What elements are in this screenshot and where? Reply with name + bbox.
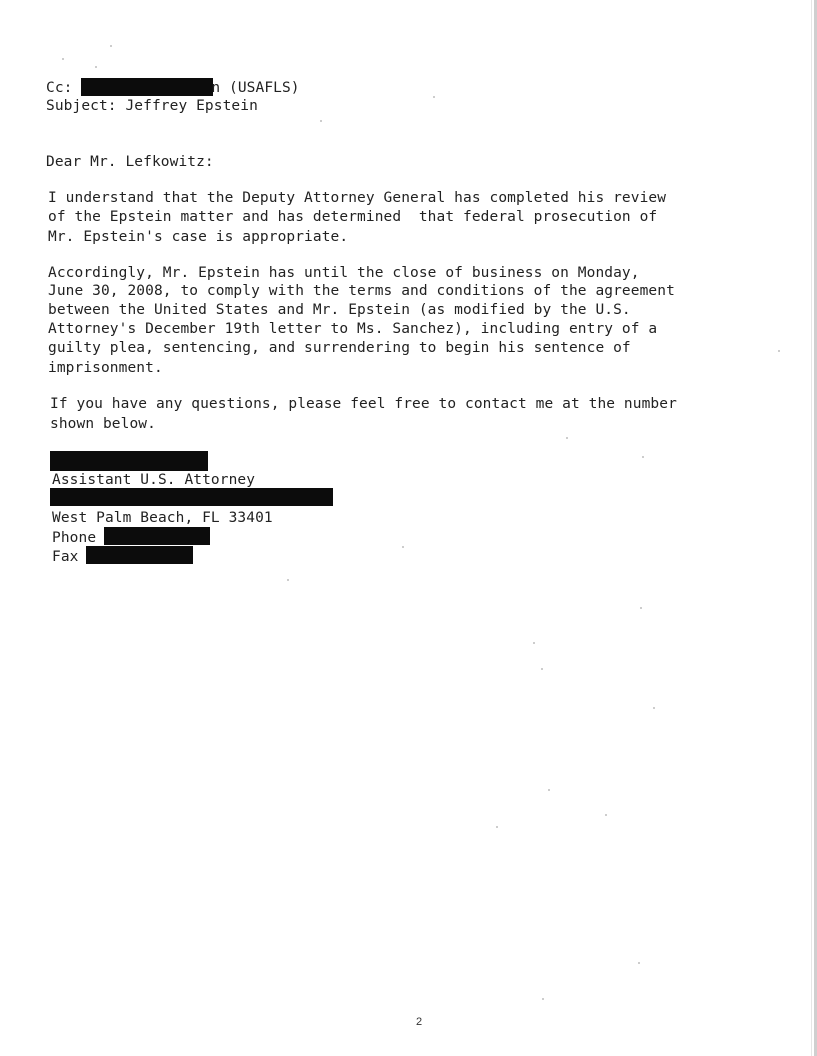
scan-speck: [533, 642, 535, 644]
scan-speck: [110, 45, 112, 47]
paragraph1-line: I understand that the Deputy Attorney General has completed his review: [48, 190, 667, 206]
cc-suffix: n (USAFLS): [211, 80, 300, 96]
paragraph1-line: of the Epstein matter and has determined that federal prosecution of: [48, 209, 658, 225]
paragraph2-line: June 30, 2008, to comply with the terms and conditions of the agreement: [48, 283, 675, 299]
redaction-signer-name: [50, 451, 208, 471]
signer-title: Assistant U.S. Attorney: [52, 472, 256, 488]
scan-speck: [542, 998, 544, 1000]
scan-speck: [642, 456, 644, 458]
paragraph2-line: imprisonment.: [48, 360, 163, 376]
redaction-phone: [104, 527, 210, 545]
paragraph3-line: If you have any questions, please feel free to contact me at the number: [50, 396, 677, 412]
scan-speck: [653, 707, 655, 709]
page-number: 2: [416, 1016, 423, 1028]
scan-speck: [548, 789, 550, 791]
paragraph1-line: Mr. Epstein's case is appropriate.: [48, 229, 349, 245]
scan-speck: [62, 58, 64, 60]
phone-line: [52, 529, 96, 547]
redaction-address: [50, 488, 333, 506]
scan-speck: [402, 546, 404, 548]
salutation: Dear Mr. Lefkowitz:: [46, 154, 214, 170]
cc-line: [46, 78, 300, 97]
scan-speck: [605, 814, 607, 816]
fax-label: Fax: [52, 549, 79, 565]
paragraph2-line: between the United States and Mr. Epstein (as modified by the U.S.: [48, 302, 631, 318]
phone-label: Phone: [52, 530, 97, 546]
signer-city: West Palm Beach, FL 33401: [52, 510, 273, 526]
paragraph2-line: Attorney's December 19th letter to Ms. Sanchez), including entry of a: [48, 321, 658, 337]
redaction-cc-name: [81, 78, 213, 96]
paragraph2-line: guilty plea, sentencing, and surrendering to begin his sentence of: [48, 340, 631, 356]
paragraph2-line: Accordingly, Mr. Epstein has until the close of business on Monday,: [48, 265, 640, 281]
scan-speck: [496, 826, 498, 828]
cc-label: Cc:: [46, 80, 73, 96]
redaction-fax: [86, 546, 193, 564]
subject-line: Subject: Jeffrey Epstein: [46, 98, 258, 114]
scan-speck: [638, 962, 640, 964]
scan-speck: [95, 66, 97, 68]
scan-speck: [287, 579, 289, 581]
scan-speck: [320, 120, 322, 122]
scan-speck: [566, 437, 568, 439]
scan-speck: [640, 607, 642, 609]
scan-speck: [541, 668, 543, 670]
scan-edge-inner: [811, 0, 812, 1056]
fax-line: [52, 548, 79, 566]
paragraph3-line: shown below.: [50, 416, 156, 432]
scan-speck: [433, 96, 435, 98]
scan-speck: [778, 350, 780, 352]
